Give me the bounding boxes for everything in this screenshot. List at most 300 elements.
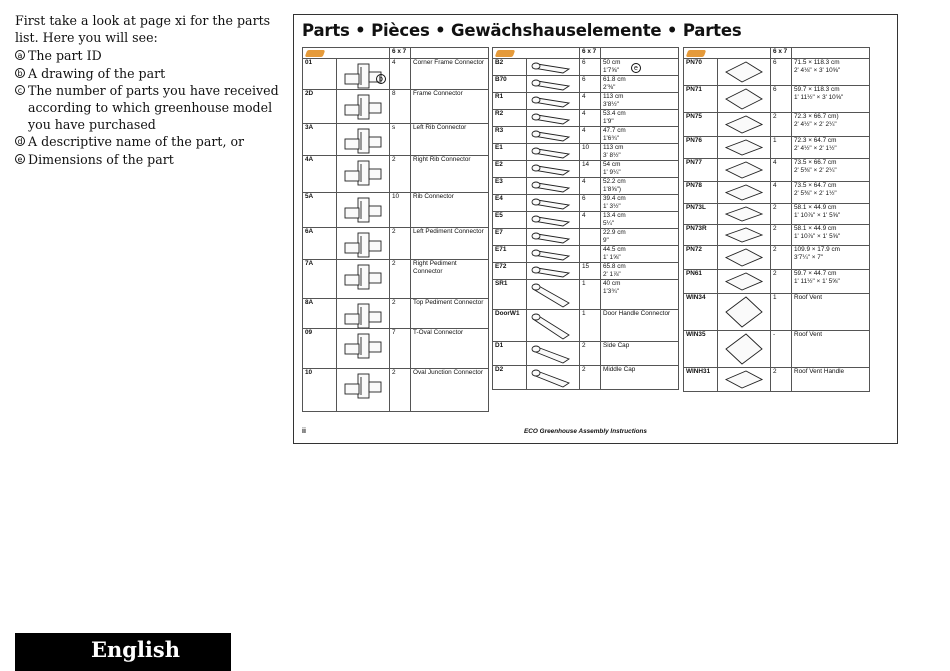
part-drawing [337,59,390,90]
part-quantity: 1 [580,280,601,310]
profile-drawing-icon [529,60,579,75]
part-id: PN73R [684,225,718,246]
table-row [493,246,679,263]
part-description [601,342,679,366]
table-row [493,110,679,127]
intro-item [15,65,290,82]
table-row [493,212,679,229]
part-tag-icon [686,50,707,57]
sheet-title: Parts • Pièces • Gewächshauselemente • Partes [302,21,742,40]
connector-drawing-icon [341,159,387,189]
model-header: 6 x 7 [771,48,792,59]
part-id: E7 [493,229,527,246]
part-id: E5 [493,212,527,229]
part-drawing [527,342,580,366]
profile-drawing-icon [529,128,579,143]
table-row [493,127,679,144]
table-row [493,59,679,76]
part-quantity: 2 [771,225,792,246]
part-dimension-imperial: 3'7¼" × 7" [794,254,824,261]
intro-item-text: A drawing of the part [28,65,166,81]
intro-list [15,47,290,167]
part-description [792,113,870,137]
part-description: Oval Junction Connector [411,369,489,412]
table-row [493,342,679,366]
part-drawing [527,93,580,110]
table-row [303,90,489,124]
part-dimension-imperial: 1'6¾" [603,135,619,142]
table-row [303,124,489,156]
part-dimension-metric: 59.7 × 118.3 cm [794,86,840,93]
part-description [601,161,679,178]
part-description [792,204,870,225]
part-quantity: 8 [390,90,411,124]
part-dimension-imperial: 1'3¾" [603,288,619,295]
model-header: 6 x 7 [390,48,411,59]
part-quantity: 6 [580,195,601,212]
connector-drawing-icon [341,127,387,156]
part-dimension-metric: 73.5 × 64.7 cm [794,182,837,189]
part-quantity: 1 [771,137,792,159]
part-id: B70 [493,76,527,93]
table-row [684,182,870,204]
table-row [684,159,870,182]
table-row [684,86,870,113]
table-row [684,225,870,246]
part-id: 09 [303,329,337,369]
part-id: WIN35 [684,331,718,368]
connector-drawing-icon [341,263,387,293]
part-description: Rib Connector [411,193,489,228]
connector-drawing-icon [341,231,387,260]
part-description [601,229,679,246]
part-dimension-metric: 59.7 × 44.7 cm [794,270,837,277]
part-dimension-imperial: 1' 3½" [603,203,621,210]
profile-drawing-icon [529,196,579,211]
part-dimension-imperial: 3' 8½" [603,152,621,159]
part-quantity: 2 [390,299,411,329]
part-description [792,270,870,294]
table-row [684,294,870,331]
part-dimension-metric: Door Handle Connector [603,310,671,317]
part-id: E1 [493,144,527,161]
part-drawing [718,246,771,270]
part-id: D1 [493,342,527,366]
part-quantity: 1 [771,294,792,331]
footer-page-number: ii [302,428,306,435]
table-row [684,331,870,368]
part-dimension-metric: 47.7 cm [603,127,626,134]
part-id: WIN34 [684,294,718,331]
table-row [493,93,679,110]
part-dimension-imperial: 1' 11½" × 1' 5⅝" [794,278,840,285]
part-drawing [718,368,771,392]
part-dimension-metric: 53.4 cm [603,110,626,117]
part-drawing [718,294,771,331]
profile-drawing-icon [529,281,579,309]
part-quantity: s [390,124,411,156]
part-dimension-metric: 72.3 × 64.7 cm [794,137,837,144]
part-drawing [337,124,390,156]
part-description [601,212,679,229]
part-description [792,159,870,182]
part-description [792,225,870,246]
part-quantity: 7 [390,329,411,369]
table-row [303,228,489,260]
part-dimension-metric: 39.4 cm [603,195,626,202]
table-row [493,76,679,93]
profile-drawing-icon [529,94,579,109]
footer-title: ECO Greenhouse Assembly Instructions [524,428,647,435]
part-dimension-imperial: 1' 11½" × 3' 10⅝" [794,94,844,101]
part-drawing [337,299,390,329]
part-drawing [527,263,580,280]
part-description [792,294,870,331]
part-id: WINH31 [684,368,718,392]
part-quantity: 4 [771,159,792,182]
part-id: R1 [493,93,527,110]
part-drawing [718,331,771,368]
part-id: PN75 [684,113,718,137]
intro-item-text: The part ID [28,48,102,64]
profile-drawing-icon [529,311,579,341]
part-drawing [527,229,580,246]
part-description [601,59,679,76]
table-row [493,263,679,280]
part-drawing [718,270,771,294]
part-dimension-imperial: 2' 4½" × 2' 2¼" [794,121,837,128]
part-id: R2 [493,110,527,127]
part-description [601,144,679,161]
part-description [792,368,870,392]
part-id: PN78 [684,182,718,204]
part-drawing [337,260,390,299]
table-row [303,193,489,228]
part-drawing [527,246,580,263]
part-id: SR1 [493,280,527,310]
part-description [601,93,679,110]
parts-table-profiles [492,47,679,390]
connector-drawing-icon [341,93,387,123]
table-row [493,178,679,195]
part-dimension-imperial: 1'9" [603,118,614,125]
part-quantity: 6 [771,59,792,86]
part-quantity: 2 [390,260,411,299]
part-quantity: 2 [771,270,792,294]
part-dimension-imperial: 1'8⅝") [603,186,622,193]
part-id: E72 [493,263,527,280]
part-drawing [337,228,390,260]
part-quantity: 2 [771,204,792,225]
part-drawing [718,182,771,204]
part-quantity: 1 [580,310,601,342]
part-id: PN77 [684,159,718,182]
profile-drawing-icon [529,247,579,262]
part-dimension-imperial: 1' 9¼" [603,169,621,176]
part-dimension-metric: 109.9 × 17.9 cm [794,246,841,253]
table-row [303,369,489,412]
profile-drawing-icon [529,77,579,92]
part-id: 2D [303,90,337,124]
part-drawing [718,159,771,182]
part-drawing [337,193,390,228]
profile-drawing-icon [529,230,579,245]
panel-drawing-icon [722,271,766,292]
part-dimension-metric: 113 cm [603,93,624,100]
table-row [303,329,489,369]
part-id: E71 [493,246,527,263]
part-quantity: 2 [390,369,411,412]
panel-drawing-icon [722,247,766,268]
part-description [601,246,679,263]
part-dimension-imperial: 1'7⅝" [603,67,619,74]
part-drawing [527,127,580,144]
part-description [792,331,870,368]
model-header: 6 x 7 [580,48,601,59]
intro-item-text: The number of parts you have received according to which greenhouse model you have purchased [28,82,279,133]
table-row [684,137,870,159]
part-dimension-imperial: 2' 4½" × 2' 1½" [794,145,837,152]
table-row [684,59,870,86]
part-quantity: 2 [390,228,411,260]
part-description [601,366,679,390]
profile-drawing-icon [529,179,579,194]
profile-drawing-icon [529,111,579,126]
part-quantity: 6 [580,76,601,93]
circled-c-marker: c [15,85,25,95]
part-quantity: 2 [771,246,792,270]
parts-table-panels [683,47,870,392]
part-dimension-metric: Roof Vent [794,331,823,338]
part-description [601,110,679,127]
panel-drawing-icon [722,226,766,244]
part-description: Left Pediment Connector [411,228,489,260]
part-drawing [527,144,580,161]
part-quantity: 15 [580,263,601,280]
table-row [303,299,489,329]
part-drawing [527,280,580,310]
part-drawing [718,204,771,225]
part-dimension-imperial: 2' 1⅞" [603,271,621,278]
part-quantity: 4 [580,93,601,110]
panel-drawing-icon [722,295,766,329]
table-row [493,310,679,342]
part-quantity: 10 [580,144,601,161]
part-description: Frame Connector [411,90,489,124]
panel-drawing-icon [722,160,766,180]
part-description [601,195,679,212]
part-dimension-metric: 52.2 cm [603,178,626,185]
part-id: PN76 [684,137,718,159]
profile-drawing-icon [529,367,579,389]
part-id: R3 [493,127,527,144]
part-dimension-imperial: 9" [603,237,609,244]
table-row [303,156,489,193]
table-row [684,368,870,392]
part-description [792,86,870,113]
part-tag-icon [305,50,326,57]
intro-item [15,133,290,150]
part-quantity: 10 [390,193,411,228]
language-tab: English [15,633,231,671]
part-dimension-metric: 50 cm [603,59,621,66]
part-drawing [527,110,580,127]
part-drawing [718,59,771,86]
part-id: 3A [303,124,337,156]
part-description [601,280,679,310]
part-quantity: 2 [771,368,792,392]
part-dimension-metric: 40 cm [603,280,621,287]
profile-drawing-icon [529,213,579,228]
part-id: 6A [303,228,337,260]
part-dimension-metric: 72.3 × 66.7 cm) [794,113,839,120]
part-dimension-imperial: 5¼" [603,220,615,227]
part-id: 4A [303,156,337,193]
intro-item-text: A descriptive name of the part, or [28,134,245,150]
circled-b-marker: b [15,68,25,78]
part-description [601,127,679,144]
part-dimension-metric: 54 cm [603,161,621,168]
part-description: Right Rib Connector [411,156,489,193]
intro-item [15,151,290,168]
part-tag-icon [495,50,516,57]
part-id: E3 [493,178,527,195]
part-id: DoorW1 [493,310,527,342]
part-id: D2 [493,366,527,390]
intro-lead: First take a look at page xi for the parts list. Here you will see: [15,13,271,46]
part-description [792,246,870,270]
part-dimension-imperial: 1' 10⅞" × 1' 5⅝" [794,212,841,219]
part-drawing [527,195,580,212]
panel-drawing-icon [722,332,766,366]
part-quantity: - [771,331,792,368]
panel-drawing-icon [722,87,766,111]
part-description: Right Pediment Connector [411,260,489,299]
part-dimension-imperial: 3'8½" [603,101,619,108]
callout-e-marker: e [631,63,641,73]
part-dimension-metric: Middle Cap [603,366,636,373]
part-id: 5A [303,193,337,228]
part-description [792,182,870,204]
profile-drawing-icon [529,162,579,177]
part-drawing [337,90,390,124]
part-dimension-metric: 65.8 cm [603,263,626,270]
connector-drawing-icon [341,372,387,402]
part-id: 01 [303,59,337,90]
part-drawing [718,225,771,246]
table-row [684,113,870,137]
part-drawing [527,178,580,195]
part-quantity: 4 [580,178,601,195]
table-header-row [493,48,679,59]
callout-b-marker: b [376,74,386,84]
part-dimension-metric: 44.5 cm [603,246,626,253]
panel-drawing-icon [722,183,766,202]
table-row [493,229,679,246]
profile-drawing-icon [529,264,579,279]
part-drawing [337,329,390,369]
panel-drawing-icon [722,114,766,135]
part-dimension-metric: 22.9 cm [603,229,626,236]
part-id: PN70 [684,59,718,86]
part-drawing [527,76,580,93]
part-id: PN73L [684,204,718,225]
part-id: PN72 [684,246,718,270]
part-dimension-metric: 113 cm [603,144,624,151]
part-dimension-metric: 58.1 × 44.9 cm [794,204,837,211]
part-quantity: 2 [390,156,411,193]
part-drawing [337,369,390,412]
part-dimension-imperial: 1' 10⅞" × 1' 5⅝" [794,233,841,240]
table-header-row [684,48,870,59]
part-quantity: 4 [390,59,411,90]
part-dimension-metric: Side Cap [603,342,630,349]
table-row [684,270,870,294]
part-drawing [718,137,771,159]
part-quantity: 4 [580,127,601,144]
part-description: Top Pediment Connector [411,299,489,329]
part-description [792,59,870,86]
connector-drawing-icon [341,332,387,362]
intro-item [15,47,290,64]
part-dimension-metric: 71.5 × 118.3 cm [794,59,840,66]
part-dimension-metric: 73.5 × 66.7 cm [794,159,837,166]
part-description: T-Oval Connector [411,329,489,369]
panel-drawing-icon [722,138,766,157]
part-dimension-imperial: 2'⅜" [603,84,616,91]
part-drawing [527,212,580,229]
connector-drawing-icon [341,302,387,329]
part-id: PN61 [684,270,718,294]
table-row [303,59,489,90]
panel-drawing-icon [722,205,766,223]
part-dimension-imperial: 2' 4⅛" × 3' 10⅝" [794,67,841,74]
table-row [493,144,679,161]
intro-item-text: Dimensions of the part [28,151,174,167]
part-drawing [527,366,580,390]
part-id: 10 [303,369,337,412]
part-description: Left Rib Connector [411,124,489,156]
circled-e-marker: e [15,154,25,164]
part-drawing [527,310,580,342]
part-dimension-metric: 58.1 × 44.9 cm [794,225,837,232]
part-drawing [337,156,390,193]
part-quantity: 2 [771,113,792,137]
part-drawing [527,59,580,76]
part-drawing [718,86,771,113]
part-drawing [527,161,580,178]
part-quantity: 4 [580,212,601,229]
table-row [493,195,679,212]
part-id: E4 [493,195,527,212]
part-quantity: 14 [580,161,601,178]
part-quantity [580,246,601,263]
table-row [493,161,679,178]
part-id: PN71 [684,86,718,113]
part-description [601,310,679,342]
part-dimension-metric: 61.8 cm [603,76,626,83]
panel-drawing-icon [722,60,766,84]
circled-a-marker: a [15,50,25,60]
intro-item [15,82,290,134]
part-id: B2 [493,59,527,76]
part-dimension-metric: Roof Vent [794,294,823,301]
parts-sheet [293,14,898,444]
profile-drawing-icon [529,343,579,365]
part-quantity: 6 [580,59,601,76]
part-dimension-imperial: 2' 5⅜" × 2' 1½" [794,190,837,197]
table-row [303,260,489,299]
